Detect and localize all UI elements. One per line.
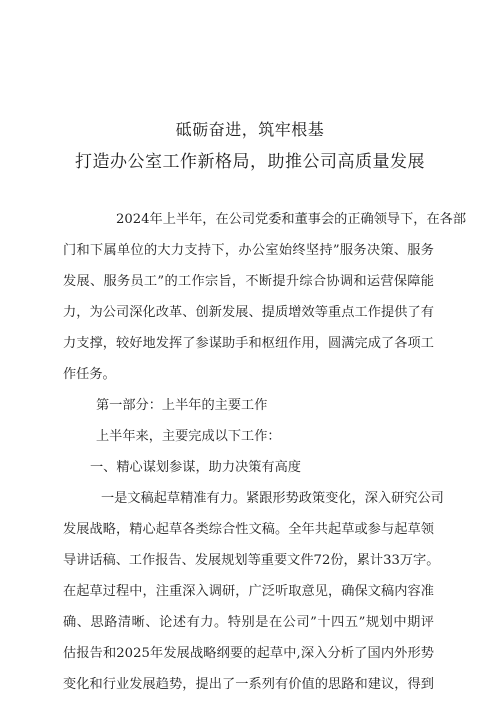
paragraph-line: 在起草过程中，注重深入调研，广泛听取意见，确保文稿内容准 [63,584,434,599]
document-title-line1: 砥砺奋进，筑牢根基 [175,120,325,139]
paragraph-line: 发展、服务员工”的工作宗旨，不断提升综合协调和运营保障能 [63,274,434,289]
paragraph-line: 导讲话稿、工作报告、发展规划等重要文件72份，累计33万字。 [63,553,440,568]
section-heading: 第一部分：上半年的主要工作 [96,398,268,413]
paragraph-line: 发展战略，精心起草各类综合性文稿。全年共起草或参与起草领 [63,522,434,537]
sub-heading: 一、精心谋划参谋，助力决策有高度 [90,460,301,475]
document-title-line2: 打造办公室工作新格局，助推公司高质量发展 [75,152,425,172]
paragraph-line: 作任务。 [63,367,116,382]
paragraph-line: 确、思路清晰、论述有力。特别是在公司”十四五”规划中期评 [63,615,434,630]
paragraph-line: 一是文稿起草精准有力。紧跟形势政策变化，深入研究公司 [101,491,444,506]
paragraph-line: 力，为公司深化改革、创新发展、提质增效等重点工作提供了有 [63,305,434,320]
paragraph-line: 估报告和2025年发展战略纲要的起草中,深入分析了国内外形势 [63,646,434,661]
paragraph-line: 门和下属单位的大力支持下，办公室始终坚持”服务决策、服务 [63,243,434,258]
paragraph-line: 力支撑，较好地发挥了参谋助手和枢纽作用，圆满完成了各项工 [63,336,434,351]
paragraph-line: 2024年上半年，在公司党委和董事会的正确领导下，在各部 [116,212,467,227]
intro-text: 上半年来，主要完成以下工作： [96,429,281,444]
paragraph-line: 变化和行业发展趋势，提出了一系列有价值的思路和建议，得到 [63,677,434,692]
